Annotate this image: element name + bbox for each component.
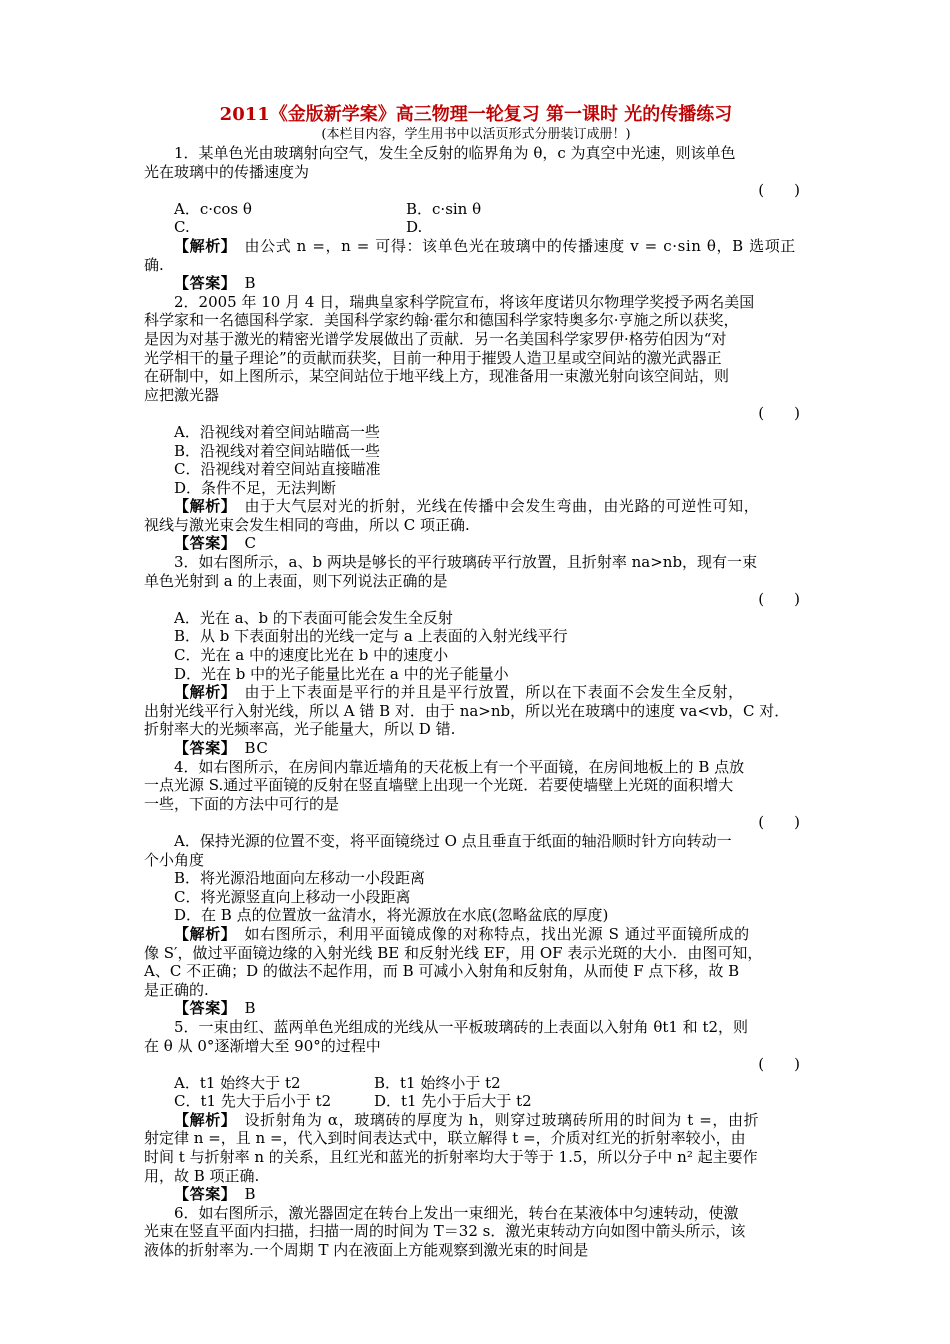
answer-blank: ( ) <box>758 404 800 423</box>
question-stem-line: 液体的折射率为.一个周期 T 内在液面上方能观察到激光束的时间是 <box>144 1241 589 1260</box>
question-stem-line: 4．如右图所示，在房间内靠近墙角的天花板上有一个平面镜，在房间地板上的 B 点放 <box>174 757 745 776</box>
option-row <box>144 1074 808 1093</box>
option-d: D．光在 b 中的光子能量比光在 a 中的光子能量小 <box>174 664 509 683</box>
option-row <box>144 1092 808 1111</box>
question-5 <box>144 1018 808 1204</box>
solution-text: 如右图所示，利用平面镜成像的对称特点，找出光源 S 通过平面镜所成的 <box>244 924 750 943</box>
solution-text: 由公式 n =，n = 可得：该单色光在玻璃中的传播速度 v = c·sin θ，B 选项正 <box>244 236 796 255</box>
option-row <box>144 200 808 219</box>
question-stem-line: 光束在竖直平面内扫描，扫描一周的时间为 T＝32 s．激光束转动方向如图中箭头所示，该 <box>144 1222 746 1241</box>
solution <box>144 237 808 256</box>
answer-tag: 【答案】 <box>174 1185 229 1204</box>
question-4 <box>144 758 808 1018</box>
page-title: 2011《金版新学案》高三物理一轮复习 第一课时 光的传播练习 <box>219 104 733 125</box>
solution-text: 设折射角为 α，玻璃砖的厚度为 h，则穿过玻璃砖所用的时间为 t =，由折 <box>244 1110 760 1129</box>
solution-text: 射定律 n =，且 n =，代入到时间表达式中，联立解得 t =，介质对红光的折射率较小，由 <box>144 1129 746 1148</box>
solution-tag: 【解析】 <box>174 683 229 702</box>
answer-tag: 【答案】 <box>174 739 229 757</box>
solution-text: 由于上下表面是平行的并且是平行放置，所以在下表面不会发生全反射， <box>244 683 744 702</box>
question-stem-line: 科学家和一名德国科学家．美国科学家约翰·霍尔和德国科学家特奥多尔·亨施之所以获奖， <box>144 311 739 330</box>
option-c: C. <box>174 218 190 237</box>
solution-tag: 【解析】 <box>174 497 229 516</box>
answer-value: BC <box>244 739 269 757</box>
answer <box>144 534 808 553</box>
answer-tag: 【答案】 <box>174 999 229 1018</box>
answer <box>144 1185 808 1204</box>
answer-value: B <box>244 274 257 293</box>
solution <box>144 925 808 944</box>
question-stem-line: 一些，下面的方法中可行的是 <box>144 794 340 813</box>
solution <box>144 497 808 516</box>
answer-value: B <box>244 999 257 1018</box>
question-stem-line: 1．某单色光由玻璃射向空气，发生全反射的临界角为 θ，c 为真空中光速，则该单色 <box>174 144 736 162</box>
question-stem-line: 5．一束由红、蓝两单色光组成的光线从一平板玻璃砖的上表面以入射角 θt1 和 t2，则 <box>174 1017 749 1036</box>
solution-tag: 【解析】 <box>174 1110 229 1129</box>
option-c: C．光在 a 中的速度比光在 b 中的速度小 <box>174 646 449 665</box>
question-stem-line: 在研制中，如上图所示，某空间站位于地平线上方，现准备用一束激光射向该空间站，则 <box>144 367 730 386</box>
option-d: D．在 B 点的位置放一盆清水，将光源放在水底(忽略盆底的厚度) <box>174 906 609 925</box>
option-a: A．t1 始终大于 t2 <box>174 1073 301 1092</box>
question-stem-line: 应把激光器 <box>144 385 220 404</box>
option-b: B．从 b 下表面射出的光线一定与 a 上表面的入射光线平行 <box>174 627 568 646</box>
answer <box>144 739 808 758</box>
solution <box>144 683 808 702</box>
option-b: B．将光源沿地面向左移动一小段距离 <box>174 869 426 888</box>
option-a: A．沿视线对着空间站瞄高一些 <box>174 422 380 441</box>
answer-tag: 【答案】 <box>174 274 229 293</box>
answer-blank: ( ) <box>758 590 800 609</box>
page-subtitle: (本栏目内容，学生用书中以活页形式分册装订成册！) <box>321 127 631 142</box>
option-d: D．条件不足，无法判断 <box>174 478 337 497</box>
solution-tag: 【解析】 <box>174 924 229 943</box>
question-stem-line: 光在玻璃中的传播速度为 <box>144 162 310 181</box>
solution-text: 是正确的. <box>144 980 209 999</box>
option-a: A．保持光源的位置不变，将平面镜绕过 O 点且垂直于纸面的轴沿顺时针方向转动一 <box>174 831 732 850</box>
answer <box>144 999 808 1018</box>
question-1 <box>144 144 808 293</box>
answer-tag: 【答案】 <box>174 534 229 553</box>
option-d: D．t1 先小于后大于 t2 <box>374 1092 532 1111</box>
option-a: A．c·cos θ <box>174 199 252 218</box>
option-d: D. <box>406 218 423 237</box>
answer-blank: ( ) <box>758 1055 800 1074</box>
solution <box>144 1111 808 1130</box>
solution-text: 折射率大的光频率高，光子能量大，所以 D 错. <box>144 720 456 739</box>
question-stem-line: 单色光射到 a 的上表面，则下列说法正确的是 <box>144 571 448 590</box>
question-stem-line: 是因为对基于激光的精密光谱学发展做出了贡献．另一名美国科学家罗伊·格劳伯因为“对 <box>144 329 727 348</box>
answer-value: C <box>244 534 257 553</box>
solution-text: 用，故 B 项正确. <box>144 1166 260 1185</box>
solution-text: 视线与激光束会发生相同的弯曲，所以 C 项正确. <box>144 515 470 534</box>
solution-text: 出射光线平行入射光线，所以 A 错 B 对．由于 na>nb，所以光在玻璃中的速度 va<vb，C 对． <box>144 701 790 720</box>
option-b: B．c·sin θ <box>406 199 482 218</box>
question-stem-line: 一点光源 S.通过平面镜的反射在竖直墙壁上出现一个光斑．若要使墙壁上光斑的面积增大 <box>144 776 734 795</box>
option-a: A．光在 a、b 的下表面可能会发生全反射 <box>174 608 453 627</box>
option-c: C．t1 先大于后小于 t2 <box>174 1092 332 1111</box>
answer-blank: ( ) <box>758 181 800 200</box>
option-row <box>144 218 808 237</box>
question-stem-line: 在 θ 从 0°逐渐增大至 90°的过程中 <box>144 1036 381 1055</box>
question-2 <box>144 293 808 553</box>
option-c: C．将光源竖直向上移动一小段距离 <box>174 887 411 906</box>
option-b: B．t1 始终小于 t2 <box>374 1073 501 1092</box>
solution-text: 确. <box>144 255 164 274</box>
question-stem-line: 2．2005 年 10 月 4 日，瑞典皇家科学院宣布，将该年度诺贝尔物理学奖授予两名美国 <box>174 292 755 311</box>
answer <box>144 274 808 293</box>
question-6 <box>144 1204 808 1260</box>
question-stem-line: 3．如右图所示，a、b 两块是够长的平行玻璃砖平行放置，且折射率 na>nb，现有一束 <box>174 553 758 572</box>
option-a-continued: 个小角度 <box>144 850 205 869</box>
question-stem-line: 光学相干的量子理论”的贡献而获奖，目前一种用于摧毁人造卫星或空间站的激光武器正 <box>144 348 722 367</box>
solution-text: 像 S′，做过平面镜边缘的入射光线 BE 和反射光线 EF，用 OF 表示光斑的大小．由图可知， <box>144 943 763 962</box>
option-c: C．沿视线对着空间站直接瞄准 <box>174 460 381 479</box>
answer-value: B <box>244 1185 257 1204</box>
document-page <box>144 104 808 1260</box>
answer-blank: ( ) <box>758 813 800 832</box>
solution-text: 时间 t 与折射率 n 的关系，且红光和蓝光的折射率均大于等于 1.5，所以分子中 n² 起主要作 <box>144 1148 758 1167</box>
solution-text: A、C 不正确；D 的做法不起作用，而 B 可减小入射角和反射角，从而使 F 点下移，故 B <box>144 962 740 981</box>
solution-text: 由于大气层对光的折射，光线在传播中会发生弯曲，由光路的可逆性可知， <box>244 497 760 516</box>
solution-tag: 【解析】 <box>174 236 229 255</box>
question-stem-line: 6．如右图所示，激光器固定在转台上发出一束细光，转台在某液体中匀速转动，使激 <box>174 1203 739 1222</box>
option-b: B．沿视线对着空间站瞄低一些 <box>174 441 381 460</box>
question-3 <box>144 553 808 758</box>
